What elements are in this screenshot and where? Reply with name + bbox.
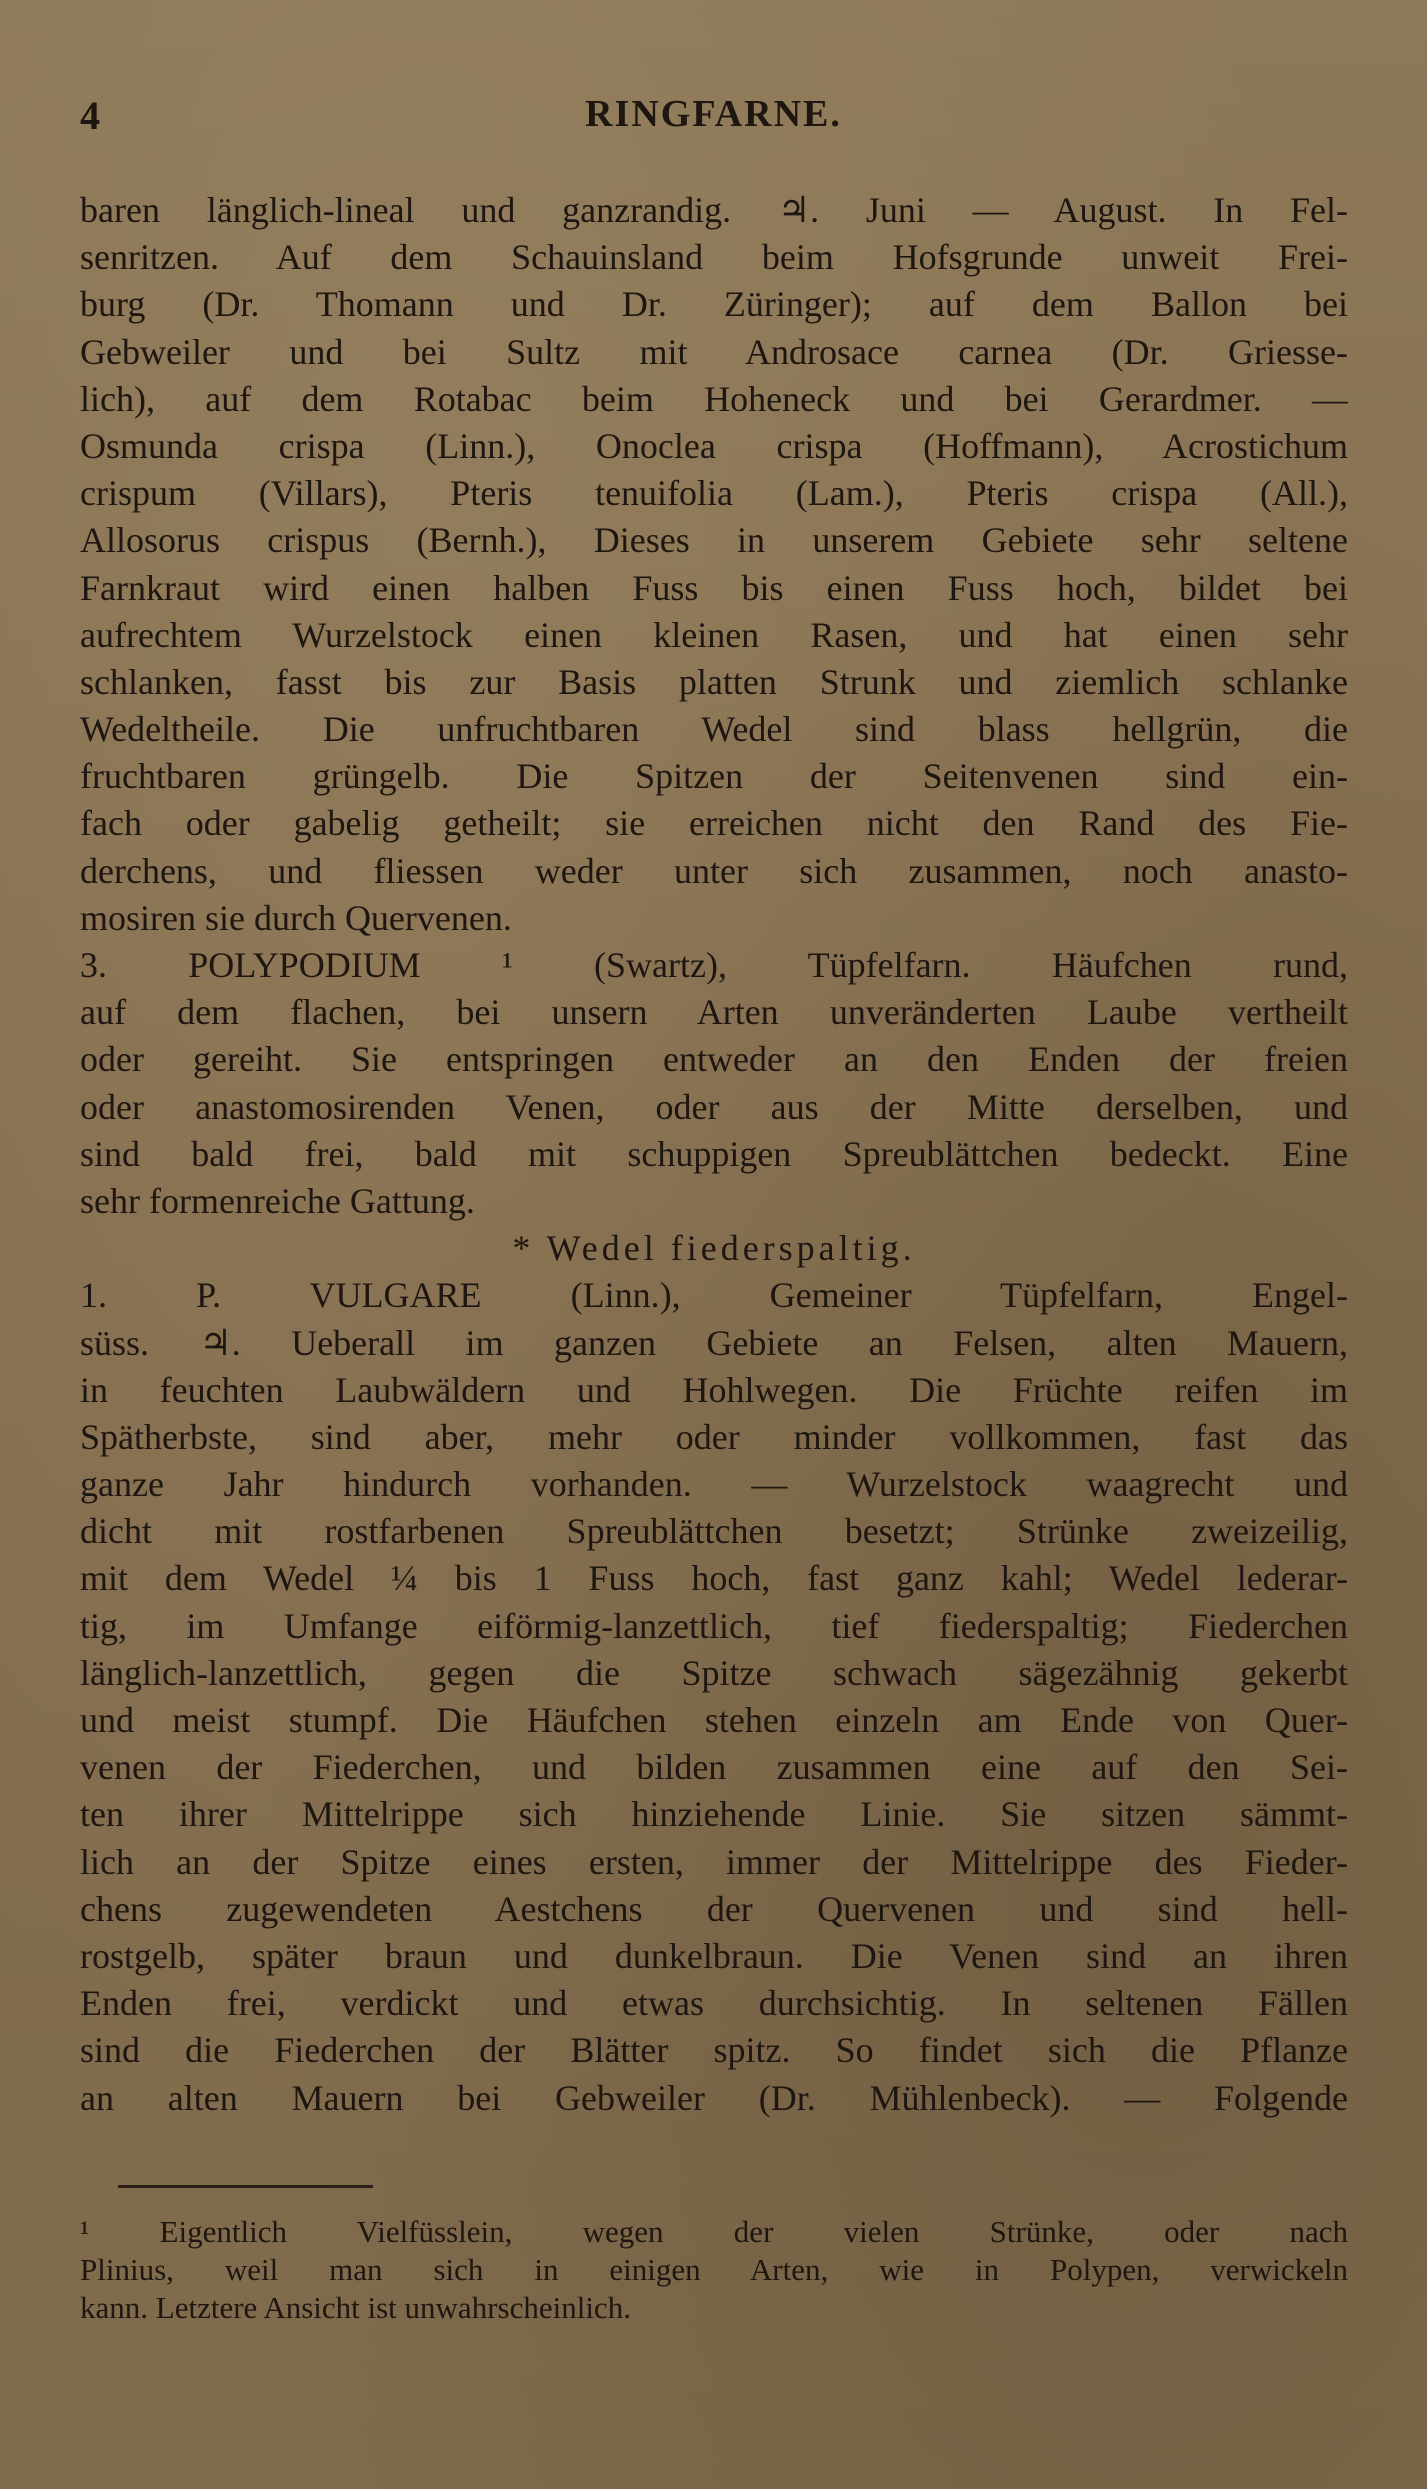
running-head: RINGFARNE.: [585, 93, 842, 135]
text-line: chens zugewendeten Aestchens der Quervenen und sind hell-: [80, 1888, 1348, 1929]
footnote-line: Plinius, weil man sich in einigen Arten, wie in Polypen, verwickeln: [80, 2252, 1348, 2287]
text-line: venen der Fiederchen, und bilden zusammen eine auf den Sei-: [80, 1747, 1348, 1788]
species-heading-line: 1. P. VULGARE (Linn.), Gemeiner Tüpfelfarn, Engel-: [80, 1275, 1348, 1316]
text-line: oder anastomosirenden Venen, oder aus der Mitte derselben, und: [80, 1086, 1348, 1127]
text-line: mit dem Wedel ¼ bis 1 Fuss hoch, fast ganz kahl; Wedel lederar-: [80, 1558, 1348, 1599]
text-line: dicht mit rostfarbenen Spreublättchen besetzt; Strünke zweizeilig,: [80, 1511, 1348, 1552]
text-line: burg (Dr. Thomann und Dr. Züringer); auf dem Ballon bei: [80, 284, 1348, 325]
footnote-line: kann. Letztere Ansicht ist unwahrscheinlich.: [80, 2290, 631, 2325]
text-line: Gebweiler und bei Sultz mit Androsace carnea (Dr. Griesse-: [80, 331, 1348, 372]
text-line: aufrechtem Wurzelstock einen kleinen Rasen, und hat einen sehr: [80, 614, 1348, 655]
text-line: ganze Jahr hindurch vorhanden. — Wurzelstock waagrecht und: [80, 1464, 1348, 1505]
text-line: und meist stumpf. Die Häufchen stehen einzeln am Ende von Quer-: [80, 1700, 1348, 1740]
text-line: ten ihrer Mittelrippe sich hinziehende Linie. Sie sitzen sämmt-: [80, 1794, 1348, 1835]
page-header: [80, 92, 1347, 152]
text-line: süss. ♃. Ueberall im ganzen Gebiete an Felsen, alten Mauern,: [80, 1322, 1348, 1363]
text-line: lich an der Spitze eines ersten, immer der Mittelrippe des Fieder-: [80, 1841, 1348, 1882]
text-line: in feuchten Laubwäldern und Hohlwegen. Die Früchte reifen im: [80, 1369, 1348, 1410]
text-line: oder gereiht. Sie entspringen entweder an den Enden der freien: [80, 1039, 1348, 1080]
text-line: Wedeltheile. Die unfruchtbaren Wedel sind blass hellgrün, die: [80, 709, 1348, 750]
text-line: fruchtbaren grüngelb. Die Spitzen der Seitenvenen sind ein-: [80, 756, 1348, 797]
text-line: fach oder gabelig getheilt; sie erreichen nicht den Rand des Fie-: [80, 803, 1348, 844]
text-line: sehr formenreiche Gattung.: [80, 1180, 475, 1221]
text-line: baren länglich-lineal und ganzrandig. ♃. Juni — August. In Fel-: [80, 190, 1348, 230]
genus-heading-line: 3. POLYPODIUM ¹ (Swartz), Tüpfelfarn. Häufchen rund,: [80, 945, 1348, 985]
text-line: auf dem flachen, bei unsern Arten unveränderten Laube vertheilt: [80, 992, 1348, 1033]
text-line: schlanken, fasst bis zur Basis platten Strunk und ziemlich schlanke: [80, 661, 1348, 702]
body-text: [80, 187, 1348, 2122]
text-line: sind die Fiederchen der Blätter spitz. So findet sich die Pflanze: [80, 2030, 1348, 2071]
text-line: Farnkraut wird einen halben Fuss bis einen Fuss hoch, bildet bei: [80, 567, 1348, 608]
page-number: 4: [80, 93, 100, 138]
text-line: länglich-lanzettlich, gegen die Spitze schwach sägezähnig gekerbt: [80, 1652, 1348, 1693]
text-line: crispum (Villars), Pteris tenuifolia (Lam.), Pteris crispa (All.),: [80, 473, 1348, 514]
text-line: mosiren sie durch Quervenen.: [80, 897, 512, 938]
text-line: Allosorus crispus (Bernh.), Dieses in unserem Gebiete sehr seltene: [80, 520, 1348, 561]
text-line: an alten Mauern bei Gebweiler (Dr. Mühlenbeck). — Folgende: [80, 2077, 1348, 2118]
text-line: Spätherbste, sind aber, mehr oder minder vollkommen, fast das: [80, 1416, 1348, 1457]
text-line: Osmunda crispa (Linn.), Onoclea crispa (Hoffmann), Acrostichum: [80, 425, 1348, 466]
text-line: Enden frei, verdickt und etwas durchsichtig. In seltenen Fällen: [80, 1983, 1348, 2024]
footnote-divider: [118, 2185, 373, 2188]
text-line: senritzen. Auf dem Schauinsland beim Hofsgrunde unweit Frei-: [80, 237, 1348, 278]
text-line: rostgelb, später braun und dunkelbraun. Die Venen sind an ihren: [80, 1935, 1348, 1976]
footnotes: [80, 2213, 1348, 2327]
footnote-line: ¹ Eigentlich Vielfüsslein, wegen der vielen Strünke, oder nach: [80, 2214, 1348, 2249]
text-line: lich), auf dem Rotabac beim Hoheneck und bei Gerardmer. —: [80, 378, 1348, 419]
section-subheading: * Wedel fiederspaltig.: [512, 1228, 916, 1269]
text-line: derchens, und fliessen weder unter sich zusammen, noch anasto-: [80, 850, 1348, 891]
text-line: tig, im Umfange eiförmig-lanzettlich, tief fiederspaltig; Fiederchen: [80, 1605, 1348, 1646]
text-line: sind bald frei, bald mit schuppigen Spreublättchen bedeckt. Eine: [80, 1133, 1348, 1174]
